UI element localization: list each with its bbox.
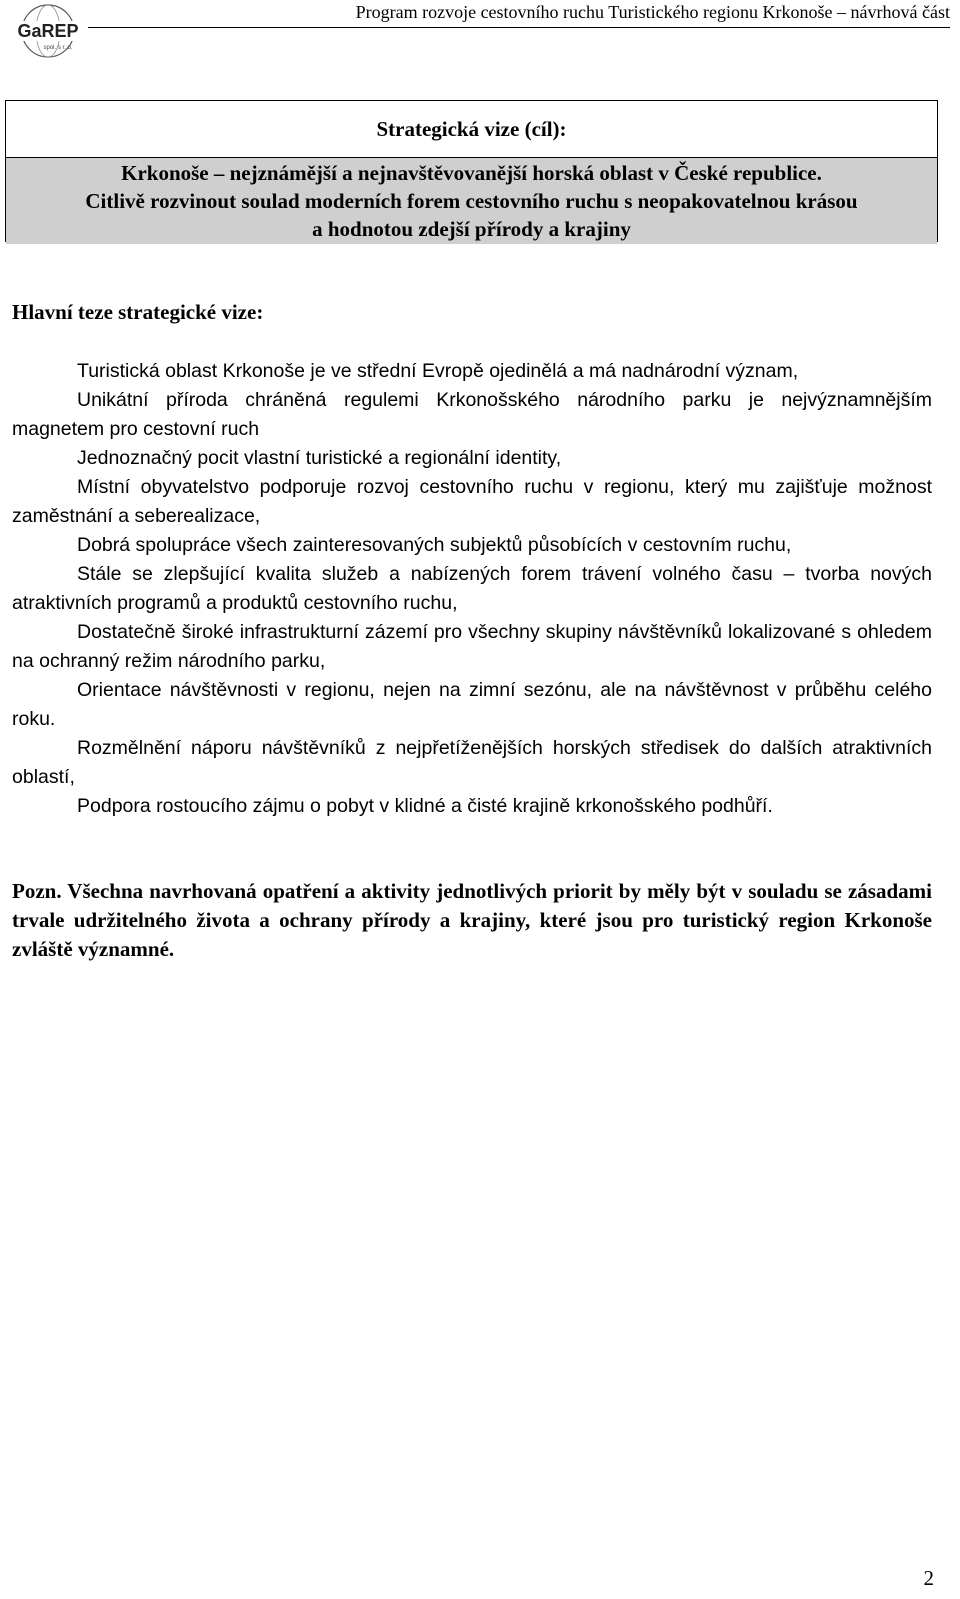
header-divider bbox=[88, 27, 950, 28]
vision-line: a hodnotou zdejší přírody a krajiny bbox=[312, 217, 631, 241]
list-item: • Rozmělnění náporu návštěvníků z nejpřetíženějších horských středisek do dalších atraktivních oblastí, bbox=[12, 734, 932, 792]
list-item: • Stále se zlepšující kvalita služeb a nabízených forem trávení volného času – tvorba nových atraktivních programů a produktů cestovního ruchu, bbox=[12, 560, 932, 618]
page-header bbox=[0, 0, 960, 60]
list-item: • Orientace návštěvnosti v regionu, nejen na zimní sezónu, ale na návštěvnost v průběhu celého roku. bbox=[12, 676, 932, 734]
logo-subtext: spol. s r. o. bbox=[43, 45, 73, 51]
list-item: • Turistická oblast Krkonoše je ve střední Evropě ojedinělá a má nadnárodní význam, bbox=[12, 357, 932, 386]
note-paragraph: Pozn. Všechna navrhovaná opatření a aktivity jednotlivých priorit by měly být v souladu se zásadami trvale udržitelného života a ochrany přírody a krajiny, které jsou pro turistický region Krkonoše zvláště významné. bbox=[12, 879, 932, 961]
logo-text: GaREP bbox=[17, 21, 79, 41]
vision-line: Krkonoše – nejznámější a nejnavštěvovanější horská oblast v České republice. bbox=[121, 161, 822, 185]
list-item: • Dostatečně široké infrastrukturní zázemí pro všechny skupiny návštěvníků lokalizované s ohledem na ochranný režim národního parku, bbox=[12, 618, 932, 676]
list-item: • Dobrá spolupráce všech zainteresovaných subjektů působících v cestovním ruchu, bbox=[12, 531, 932, 560]
list-item: • Podpora rostoucího zájmu o pobyt v klidné a čisté krajině krkonošského podhůří. bbox=[12, 792, 932, 821]
document-title: Program rozvoje cestovního ruchu Turistického regionu Krkonoše – návrhová část bbox=[355, 2, 950, 22]
theses-heading: Hlavní teze strategické vize: bbox=[12, 300, 264, 324]
list-item: • Jednoznačný pocit vlastní turistické a regionální identity, bbox=[12, 444, 932, 473]
vision-line: Citlivě rozvinout soulad moderních forem cestovního ruchu s neopakovatelnou krásou bbox=[85, 189, 858, 213]
page-number: 2 bbox=[923, 1566, 934, 1590]
list-item: • Unikátní příroda chráněná regulemi Krkonošského národního parku je nejvýznamnějším magnetem pro cestovní ruch bbox=[12, 386, 932, 444]
vision-heading: Strategická vize (cíl): bbox=[6, 101, 937, 158]
strategic-vision-box bbox=[5, 100, 938, 242]
list-item: • Místní obyvatelstvo podporuje rozvoj cestovního ruchu v regionu, který mu zajišťuje možnost zaměstnání a seberealizace, bbox=[12, 473, 932, 531]
theses-list bbox=[12, 357, 932, 821]
garep-logo bbox=[8, 2, 88, 60]
vision-statement bbox=[6, 158, 937, 244]
